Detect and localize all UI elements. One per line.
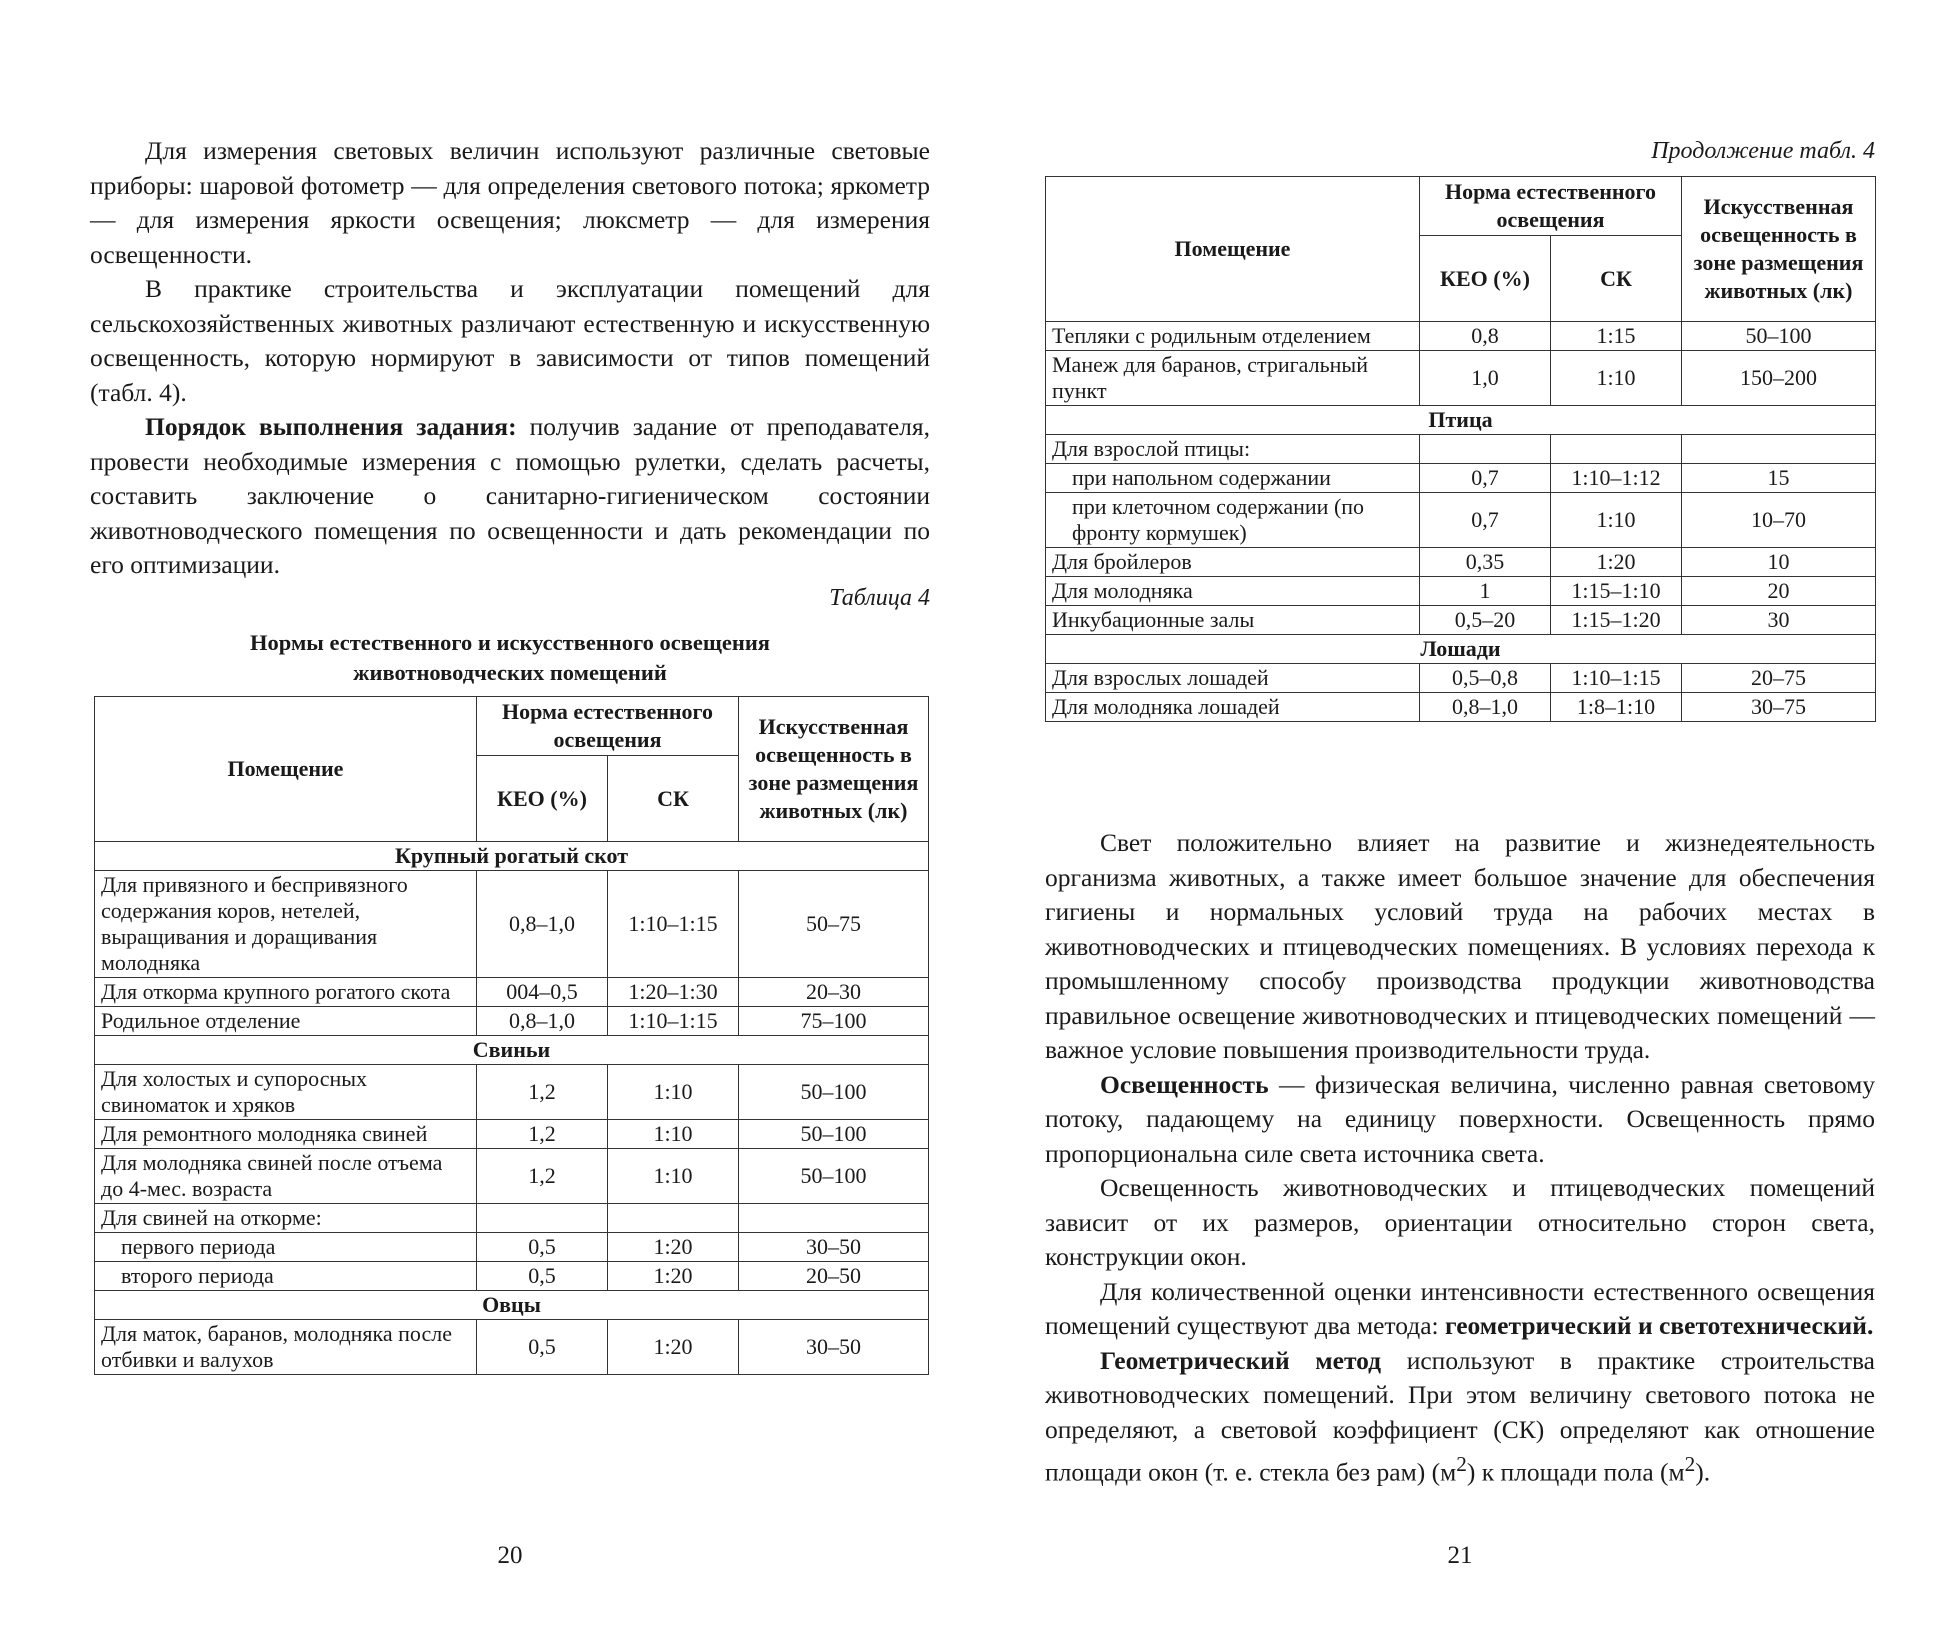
room-cell: второго периода [95,1262,477,1291]
sk-cell: 1:10 [1551,493,1682,548]
methods-text: Для количественной оценки интенсивности естественного освещения помещений существуют два метода: [1045,1276,1875,1340]
header-natural: Норма естественного освещения [1420,177,1682,236]
lux-cell: 30–50 [739,1320,929,1375]
lux-cell: 50–100 [739,1065,929,1120]
keo-cell: 0,5–0,8 [1420,664,1551,693]
keo-cell: 1,2 [477,1065,608,1120]
lux-cell: 30 [1682,606,1876,635]
paragraph-task [90,410,930,583]
superscript: 2 [1456,1452,1467,1476]
header-room: Помещение [1046,177,1420,322]
lux-cell: 20 [1682,577,1876,606]
lux-cell: 30–50 [739,1233,929,1262]
table-title-line: животноводческих помещений [353,660,667,685]
room-cell: Для откорма крупного рогатого скота [95,978,477,1007]
keo-cell: 0,8–1,0 [1420,693,1551,722]
header-sk: СК [1551,236,1682,322]
geometric-text: ) к площади пола (м [1466,1457,1685,1487]
header-artificial: Искусственная освещенность в зоне размещения животных (лк) [1682,177,1876,322]
sk-cell: 1:10–1:12 [1551,464,1682,493]
lux-cell [739,1204,929,1233]
lux-cell: 50–75 [739,871,929,978]
lux-cell [1682,435,1876,464]
lighting-norms-table-continued [1045,176,1876,722]
lux-cell: 50–100 [739,1149,929,1204]
room-cell: Для холостых и супоросных свиноматок и хряков [95,1065,477,1120]
sk-cell: 1:10–1:15 [608,871,739,978]
lux-cell: 75–100 [739,1007,929,1036]
keo-cell: 0,7 [1420,493,1551,548]
paragraph: В практике строительства и эксплуатации помещений для сельскохозяйственных животных различают естественную и искусственную освещенность, которую нормируют в зависимости от типов помещений (табл. 4). [90,274,930,407]
room-cell: Для маток, баранов, молодняка после отбивки и валухов [95,1320,477,1375]
room-cell: Для взрослых лошадей [1046,664,1420,693]
lux-cell: 50–100 [1682,322,1876,351]
superscript: 2 [1684,1452,1696,1476]
lux-cell: 150–200 [1682,351,1876,406]
sk-cell: 1:10 [1551,351,1682,406]
room-cell: Для бройлеров [1046,548,1420,577]
keo-cell: 1 [1420,577,1551,606]
room-cell: Для взрослой птицы: [1046,435,1420,464]
table-caption: Таблица 4 [829,585,930,611]
definition-text: — физическая величина, численно равная световому потоку, падающему на единицу поверхности. Освещенность прямо пропорциональна силе света источника света. [1045,1069,1875,1168]
paragraph-definition [1045,1068,1875,1172]
table-title [90,628,930,688]
sk-cell: 1:10–1:15 [1551,664,1682,693]
sk-cell: 1:20 [608,1320,739,1375]
task-heading: Порядок выполнения задания: [145,412,517,441]
paragraph-methods [1045,1275,1875,1344]
term-illuminance: Освещенность [1100,1069,1269,1099]
room-cell: Родильное отделение [95,1007,477,1036]
keo-cell: 0,5–20 [1420,606,1551,635]
term-geometric-method: Геометрический метод [1100,1345,1382,1375]
keo-cell [477,1204,608,1233]
sk-cell [1551,435,1682,464]
keo-cell: 0,8–1,0 [477,1007,608,1036]
room-cell: при клеточном содержании (по фронту кормушек) [1046,493,1420,548]
section-title: Овцы [95,1291,929,1320]
keo-cell: 0,35 [1420,548,1551,577]
table-continuation-caption: Продолжение табл. 4 [1651,138,1875,164]
keo-cell: 0,5 [477,1233,608,1262]
page-number: 20 [497,1542,523,1569]
lux-cell: 10–70 [1682,493,1876,548]
paragraph-geometric [1045,1344,1875,1491]
sk-cell: 1:20 [1551,548,1682,577]
keo-cell: 0,7 [1420,464,1551,493]
lux-cell: 20–50 [739,1262,929,1291]
sk-cell: 1:10 [608,1120,739,1149]
header-keo: КЕО (%) [477,756,608,842]
geometric-text: ). [1695,1457,1711,1487]
room-cell: Для молодняка лошадей [1046,693,1420,722]
right-page [1045,0,1875,1643]
header-sk: СК [608,756,739,842]
section-title: Птица [1046,406,1876,435]
task-text: получив задание от преподавателя, провести необходимые измерения с помощью рулетки, сделать расчеты, составить заключение о санитарно-гигиеническом состоянии животноводческого помещения по освещенности и дать рекомендации по его оптимизации. [90,412,930,579]
sk-cell: 1:20 [608,1233,739,1262]
sk-cell: 1:10 [608,1065,739,1120]
header-natural: Норма естественного освещения [477,697,739,756]
page-number: 21 [1447,1542,1473,1569]
room-cell: Инкубационные залы [1046,606,1420,635]
paragraph: Для измерения световых величин используют различные световые приборы: шаровой фотометр — для определения светового потока; яркометр — для измерения яркости освещения; люксметр — для измерения освещенности. [90,136,930,269]
lux-cell: 20–75 [1682,664,1876,693]
room-cell: Для молодняка свиней после отъема до 4-мес. возраста [95,1149,477,1204]
sk-cell: 1:15 [1551,322,1682,351]
keo-cell: 0,5 [477,1262,608,1291]
keo-cell: 0,5 [477,1320,608,1375]
sk-cell: 1:10 [608,1149,739,1204]
paragraph: Освещенность животноводческих и птицеводческих помещений зависит от их размеров, ориентации относительно сторон света, конструкции окон. [1045,1173,1875,1271]
left-page [90,0,930,1643]
lux-cell: 10 [1682,548,1876,577]
room-cell: Манеж для баранов, стригальный пункт [1046,351,1420,406]
room-cell: Тепляки с родильным отделением [1046,322,1420,351]
keo-cell [1420,435,1551,464]
section-title: Крупный рогатый скот [95,842,929,871]
room-cell: при напольном содержании [1046,464,1420,493]
keo-cell: 1,2 [477,1120,608,1149]
room-cell: Для молодняка [1046,577,1420,606]
sk-cell: 1:20 [608,1262,739,1291]
room-cell: первого периода [95,1233,477,1262]
header-keo: КЕО (%) [1420,236,1551,322]
sk-cell: 1:20–1:30 [608,978,739,1007]
keo-cell: 0,8–1,0 [477,871,608,978]
room-cell: Для ремонтного молодняка свиней [95,1120,477,1149]
paragraph: Свет положительно влияет на развитие и жизнедеятельность организма животных, а также имеет большое значение для обеспечения гигиены и нормальных условий труда на рабочих местах в животноводческих и птицеводческих помещениях. В условиях перехода к промышленному способу производства продукции животноводства правильное освещение животноводческих и птицеводческих помещений — важное условие повышения производительности труда. [1045,828,1875,1064]
keo-cell: 0,8 [1420,322,1551,351]
table-title-line: Нормы естественного и искусственного освещения [250,630,770,655]
methods-names: геометрический и светотехнический. [1444,1311,1874,1340]
room-cell: Для свиней на откорме: [95,1204,477,1233]
sk-cell [608,1204,739,1233]
lux-cell: 30–75 [1682,693,1876,722]
sk-cell: 1:15–1:20 [1551,606,1682,635]
sk-cell: 1:8–1:10 [1551,693,1682,722]
keo-cell: 1,0 [1420,351,1551,406]
header-artificial: Искусственная освещенность в зоне размещения животных (лк) [739,697,929,842]
lighting-norms-table [94,696,929,1375]
keo-cell: 004–0,5 [477,978,608,1007]
room-cell: Для привязного и беспривязного содержания коров, нетелей, выращивания и доращивания молодняка [95,871,477,978]
lux-cell: 50–100 [739,1120,929,1149]
section-title: Свиньи [95,1036,929,1065]
lux-cell: 20–30 [739,978,929,1007]
section-title: Лошади [1046,635,1876,664]
left-text-block [90,134,930,583]
right-text-block [1045,826,1875,1490]
keo-cell: 1,2 [477,1149,608,1204]
lux-cell: 15 [1682,464,1876,493]
sk-cell: 1:15–1:10 [1551,577,1682,606]
geometric-text: используют в практике строительства животноводческих помещений. При этом величину светового потока не определяют, а световой коэффициент (СК) определяют как отношение площади окон (т. е. стекла без рам) (м [1045,1345,1875,1487]
sk-cell: 1:10–1:15 [608,1007,739,1036]
header-room: Помещение [95,697,477,842]
